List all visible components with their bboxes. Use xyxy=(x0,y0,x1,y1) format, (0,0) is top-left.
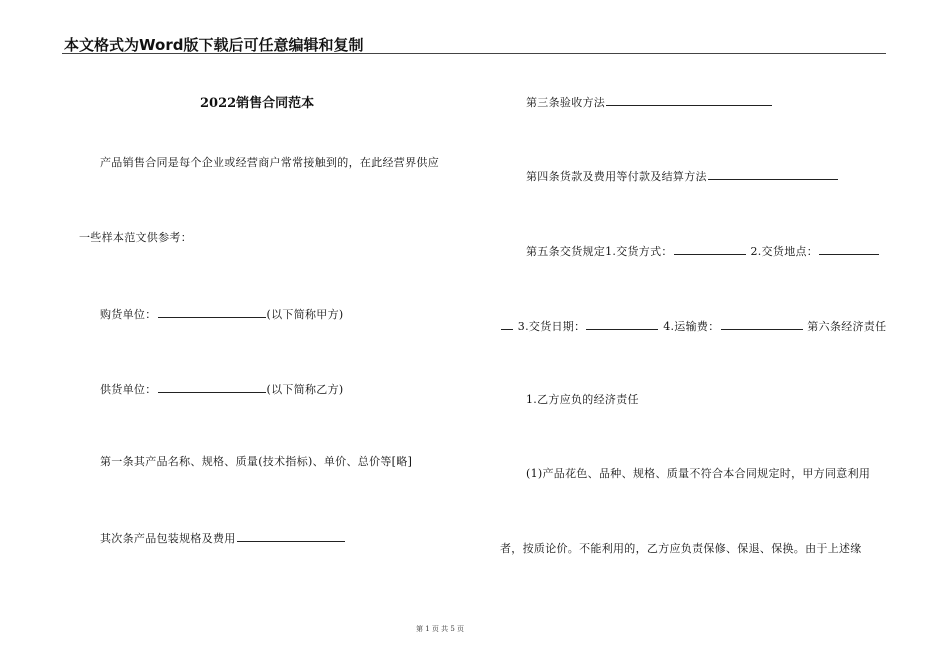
article-4-blank xyxy=(708,168,838,180)
header-banner: 本文格式为Word版下载后可任意编辑和复制 xyxy=(64,36,364,54)
article-3-blank xyxy=(606,94,772,106)
article-2-line xyxy=(100,530,346,546)
document-title: 2022销售合同范本 xyxy=(200,96,315,111)
article-5-line-2 xyxy=(500,318,886,334)
article-3: 第三条验收方法 xyxy=(526,96,606,109)
intro-line-2: 一些样本范文供参考： xyxy=(79,231,192,244)
liability-para-2: 者，按质论价。不能利用的，乙方应负责保修、保退、保换。由于上述缘 xyxy=(500,542,862,555)
buyer-label: 购货单位： xyxy=(100,308,157,321)
liability-para-1: (1)产品花色、品种、规格、质量不符合本合同规定时，甲方同意利用 xyxy=(526,467,871,480)
article-1: 第一条其产品名称、规格、质量(技术指标)、单价、总价等[略] xyxy=(100,455,413,468)
page-number: 第 1 页 共 5 页 xyxy=(416,625,465,633)
delivery-date-label: 3.交货日期： xyxy=(517,320,586,333)
buyer-line xyxy=(100,306,343,322)
buyer-blank xyxy=(158,306,266,318)
delivery-location-blank xyxy=(819,243,879,255)
article-4: 第四条货款及费用等付款及结算方法 xyxy=(526,170,707,183)
buyer-suffix: (以下简称甲方) xyxy=(266,308,344,321)
article-3-line xyxy=(526,94,773,110)
freight-label: 4.运输费： xyxy=(663,320,720,333)
article-2-blank xyxy=(237,530,345,542)
delivery-method-blank xyxy=(674,243,746,255)
seller-line xyxy=(100,381,343,397)
header-divider xyxy=(62,53,886,54)
delivery-location-label: 2.交货地点： xyxy=(750,245,819,258)
article-6: 第六条经济责任 xyxy=(807,320,887,333)
article-4-line xyxy=(526,168,839,184)
freight-blank xyxy=(721,318,803,330)
intro-line-1: 产品销售合同是每个企业或经营商户常常接触到的，在此经营界供应 xyxy=(100,156,439,169)
seller-label: 供货单位： xyxy=(100,383,157,396)
delivery-date-blank xyxy=(586,318,658,330)
seller-blank xyxy=(158,381,266,393)
seller-suffix: (以下简称乙方) xyxy=(266,383,344,396)
liability-heading: 1.乙方应负的经济责任 xyxy=(526,393,639,406)
article-5-line-1 xyxy=(526,243,880,259)
delivery-location-blank-cont xyxy=(501,318,513,330)
delivery-method-label: 第五条交货规定1.交货方式： xyxy=(526,245,673,258)
article-2: 其次条产品包装规格及费用 xyxy=(100,532,236,545)
